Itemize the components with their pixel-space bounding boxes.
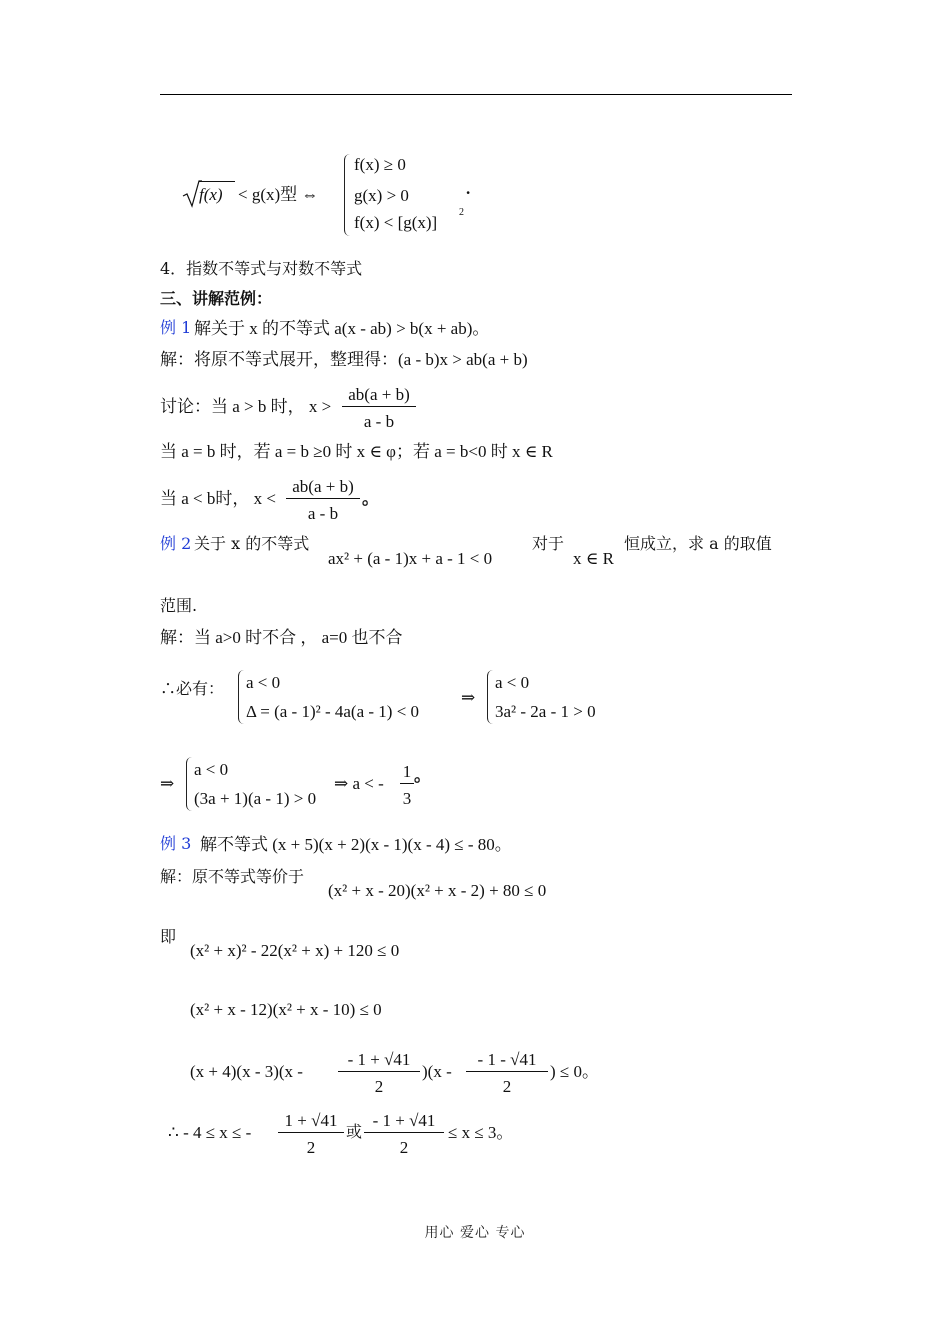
ex2-result-bar [400,783,414,784]
ex3-final-num-1: 1 + √41 [284,1111,338,1130]
ex2-question-d: 范围. [160,596,198,615]
ex2-must: ∴必有： [160,679,225,698]
ex3-ji: 即 [160,927,177,946]
ex2-end-dot: 。 [414,766,431,785]
ex2-sys3-a: a < 0 [194,760,229,779]
ex3-line-2: (x² + x - 12)(x² + x - 10) ≤ 0 [190,1000,382,1019]
ex1-discussion: 讨论：当 a > b 时， x > [160,397,332,416]
ex3-line-3a: (x + 4)(x - 3)(x - [190,1062,303,1081]
item-4: 4．指数不等式与对数不等式 [160,259,363,278]
ex3-label: 例 3 [160,834,192,853]
ex3-line-3-num-1: - 1 + √41 [347,1050,411,1069]
ex3-final-c: ≤ x ≤ 3。 [448,1123,514,1142]
ex1-frac-num-2: ab(a + b) [292,477,354,496]
ex3-solution-pre: 解：原不等式等价于 [160,867,305,886]
cond-3: f(x) < [g(x)] [354,213,438,232]
ex2-result-num: 1 [402,762,412,781]
ex1-frac-num-1: ab(a + b) [348,385,410,404]
sqrt-overline [199,181,235,182]
ex3-line-3-bar-1 [338,1071,420,1072]
cond-1: f(x) ≥ 0 [354,155,406,174]
section-3-heading: 三、讲解范例： [160,289,273,308]
ex1-frac-den-2: a - b [307,504,339,523]
ex2-sys2-a: a < 0 [495,673,530,692]
ex1-frac-den-1: a - b [363,412,395,431]
cond-2: g(x) > 0 [354,186,409,205]
ex3-solution-eq: (x² + x - 20)(x² + x - 2) + 80 ≤ 0 [328,881,547,900]
ex3-final-den-1: 2 [306,1138,316,1157]
ex3-final-a: ∴ - 4 ≤ x ≤ - [168,1123,252,1142]
ex3-line-3-den-1: 2 [374,1077,384,1096]
ex2-set: x ∈ R [573,549,614,568]
ex3-final-num-2: - 1 + √41 [372,1111,436,1130]
ex1-frac-bar-2 [286,498,360,499]
ex2-label: 例 2 [160,534,192,553]
ex3-question: 解不等式 (x + 5)(x + 2)(x - 1)(x - 4) ≤ - 80。 [200,835,512,854]
ex1-equal-case: 当 a = b 时，若 a = b ≥0 时 x ∈ φ；若 a = b<0 时 x ∈ R [160,442,553,461]
ex3-line-3b: )(x - [422,1062,452,1081]
page-footer: 用心 爱心 专心 [424,1225,526,1241]
ex2-sys3-b: (3a + 1)(a - 1) > 0 [194,789,317,808]
ex1-label: 例 1 [160,318,192,337]
ex2-solution: 解：当 a>0 时不合 ， a=0 也不合 [160,628,403,647]
ex3-final-den-2: 2 [399,1138,409,1157]
ex2-sys1-b: Δ = (a - 1)² - 4a(a - 1) < 0 [246,702,420,721]
ex3-final-bar-2 [364,1132,444,1133]
ex2-result-den: 3 [402,789,412,808]
ex3-line-3-den-2: 2 [502,1077,512,1096]
top-dot: . [466,179,471,198]
ex2-brace-2 [487,670,495,724]
ex1-solution: 解：将原不等式展开，整理得：(a - b)x > ab(a + b) [160,350,528,369]
ex3-final-bar-1 [278,1132,344,1133]
ex1-end-dot: 。 [362,489,379,508]
ex2-brace-1 [238,670,246,724]
ex2-inequality: ax² + (a - 1)x + a - 1 < 0 [328,549,493,568]
ex1-question: 解关于 x 的不等式 a(x - ab) > b(x + ab)。 [194,319,490,338]
ex2-question-b: 对于 [532,534,565,553]
sqrt-body: f(x) [199,185,223,204]
ex3-final-or: 或 [346,1122,363,1141]
ex3-line-1: (x² + x)² - 22(x² + x) + 120 ≤ 0 [190,941,400,960]
ex2-sys1-a: a < 0 [246,673,281,692]
ex1-frac-bar-1 [342,406,416,407]
cond-3-exp: 2 [459,207,464,218]
ex1-less-case: 当 a < b时， x < [160,489,276,508]
lhs-rest: < g(x)型 ⇔ [238,185,319,204]
ex2-question-a: 关于 x 的不等式 [194,534,310,553]
ex2-question-c: 恒成立，求 a 的取值 [624,534,772,553]
ex2-sys2-b: 3a² - 2a - 1 > 0 [495,702,596,721]
ex2-arrow-1: ⇒ [461,688,476,707]
ex2-brace-3 [186,757,194,811]
ex3-line-3c: ) ≤ 0。 [550,1062,599,1081]
header-rule [160,94,792,95]
ex2-result: ⇒ a < - [334,774,384,793]
system-brace [344,154,353,236]
ex2-arrow-2: ⇒ [160,774,175,793]
ex3-line-3-num-2: - 1 - √41 [477,1050,537,1069]
ex3-line-3-bar-2 [466,1071,548,1072]
